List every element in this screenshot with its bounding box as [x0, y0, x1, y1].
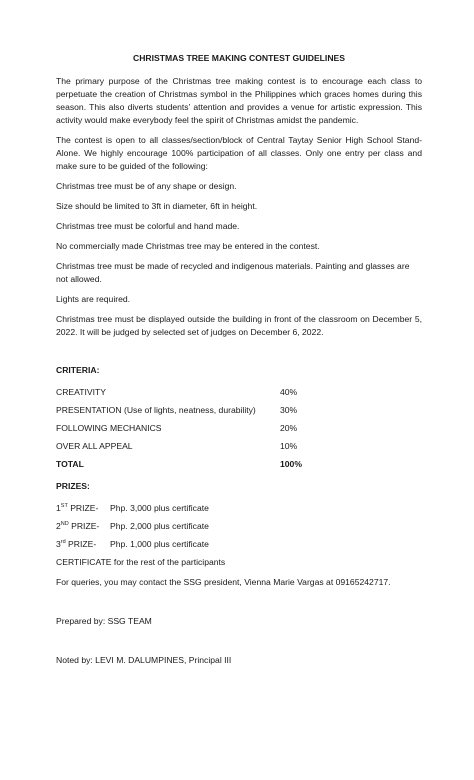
criteria-percent: 40%	[280, 387, 298, 397]
criteria-total-label: TOTAL	[56, 459, 84, 469]
prepared-by: Prepared by: SSG TEAM	[56, 616, 152, 626]
criteria-percent: 20%	[280, 423, 298, 433]
criteria-label: FOLLOWING MECHANICS	[56, 423, 162, 433]
rule-item: Size should be limited to 3ft in diameter, 6ft in height.	[56, 201, 258, 211]
rule-item: Christmas tree must be of any shape or design.	[56, 181, 237, 191]
criteria-heading: CRITERIA:	[56, 365, 100, 375]
document-page	[56, 52, 422, 674]
certificate-note: CERTIFICATE for the rest of the participants	[56, 557, 226, 567]
criteria-label: CREATIVITY	[56, 387, 106, 397]
prize-rank-number: 2	[56, 521, 61, 531]
noted-by: Noted by: LEVI M. DALUMPINES, Principal III	[56, 655, 232, 665]
prizes-heading: PRIZES:	[56, 481, 90, 491]
criteria-row	[56, 386, 422, 399]
prize-rank-number: 3	[56, 539, 61, 549]
rule-item: No commercially made Christmas tree may be entered in the contest.	[56, 241, 320, 251]
prize-rank-number: 1	[56, 503, 61, 513]
criteria-total-percent: 100%	[280, 459, 302, 469]
criteria-label: OVER ALL APPEAL	[56, 441, 133, 451]
contact-paragraph: For queries, you may contact the SSG president, Vienna Marie Vargas at 09165242717.	[56, 577, 391, 587]
criteria-label: PRESENTATION (Use of lights, neatness, durability)	[56, 405, 256, 415]
rule-item: Lights are required.	[56, 294, 131, 304]
criteria-percent: 10%	[280, 441, 298, 451]
prize-rank	[56, 520, 110, 533]
prize-rank	[56, 502, 110, 515]
prize-rank-word: PRIZE-	[65, 539, 97, 549]
criteria-row	[56, 404, 422, 417]
prize-rank-suffix: ND	[60, 521, 69, 528]
prize-row	[56, 502, 422, 515]
criteria-row	[56, 422, 422, 435]
prize-row	[56, 538, 422, 551]
criteria-row	[56, 440, 422, 453]
eligibility-paragraph: The contest is open to all classes/section/block of Central Taytay Senior High School Stand-Alone. We highly encourage 100% participation of all classes. Only one entry per class and make sure to be guided of the following:	[56, 135, 422, 171]
prize-rank-word: PRIZE-	[68, 521, 100, 531]
criteria-percent: 30%	[280, 405, 298, 415]
criteria-total-row	[56, 458, 422, 471]
prize-rank-word: PRIZE-	[67, 503, 99, 513]
display-note-paragraph: Christmas tree must be displayed outside the building in front of the classroom on December 5, 2022. It will be judged by selected set of judges on December 6, 2022.	[56, 314, 422, 337]
intro-paragraph: The primary purpose of the Christmas tree making contest is to encourage each class to perpetuate the creation of Christmas symbol in the Philippines which graces homes during this season. This also diverts students’ attention and provides a venue for artistic expression. This activity would make everybody feel the spirit of Christmas amidst the pandemic.	[56, 76, 422, 125]
prize-row	[56, 520, 422, 533]
prize-rank-suffix: ST	[60, 503, 68, 510]
prize-reward: Php. 2,000 plus certificate	[110, 521, 209, 531]
rule-item: Christmas tree must be colorful and hand made.	[56, 221, 240, 231]
rule-item: Christmas tree must be made of recycled and indigenous materials. Painting and glasses are not allowed.	[56, 261, 410, 284]
prize-reward: Php. 1,000 plus certificate	[110, 539, 209, 549]
prize-rank	[56, 538, 110, 551]
prize-rank-suffix: rd	[60, 539, 66, 546]
document-title: CHRISTMAS TREE MAKING CONTEST GUIDELINES	[133, 53, 345, 63]
prize-reward: Php. 3,000 plus certificate	[110, 503, 209, 513]
